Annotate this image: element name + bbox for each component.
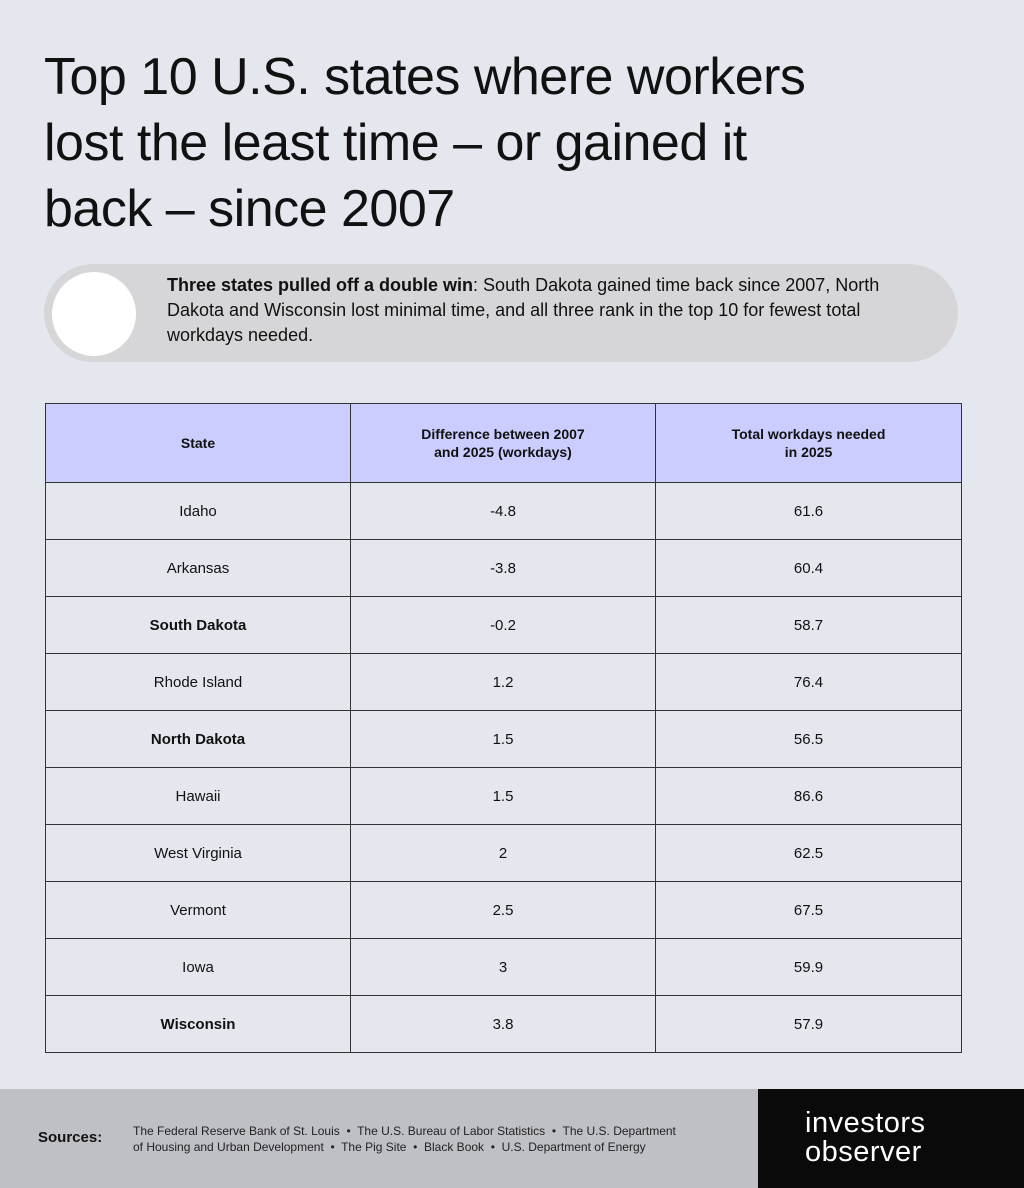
- sources-list: [133, 1123, 743, 1155]
- states-table: [45, 403, 962, 1053]
- table-row: [46, 996, 962, 1053]
- cell-state: South Dakota: [46, 597, 351, 654]
- cell-difference: 1.5: [351, 711, 656, 768]
- sources-label: Sources:: [38, 1129, 103, 1146]
- table-row: [46, 540, 962, 597]
- cell-total: 76.4: [656, 654, 962, 711]
- cell-total: 62.5: [656, 825, 962, 882]
- table-row: [46, 483, 962, 540]
- table-row: [46, 825, 962, 882]
- callout-text: [167, 273, 907, 348]
- cell-state: Arkansas: [46, 540, 351, 597]
- cell-state: Idaho: [46, 483, 351, 540]
- cell-state: West Virginia: [46, 825, 351, 882]
- logo-line-1: investors: [805, 1107, 926, 1139]
- logo-line-2: observer: [805, 1136, 922, 1168]
- cell-state: Hawaii: [46, 768, 351, 825]
- sources-footer: [0, 1089, 758, 1188]
- investors-observer-logo: [805, 1109, 926, 1167]
- title-line-3: back – since 2007: [44, 180, 455, 238]
- cell-total: 86.6: [656, 768, 962, 825]
- cell-difference: -3.8: [351, 540, 656, 597]
- table-row: [46, 597, 962, 654]
- cell-total: 59.9: [656, 939, 962, 996]
- cell-state: Rhode Island: [46, 654, 351, 711]
- callout-banner: [44, 264, 958, 362]
- title-line-1: Top 10 U.S. states where workers: [44, 48, 806, 106]
- table-row: [46, 882, 962, 939]
- header-total: [656, 404, 962, 483]
- table-row: [46, 711, 962, 768]
- cell-total: 61.6: [656, 483, 962, 540]
- callout-circle-icon: [52, 272, 136, 356]
- table-row: [46, 654, 962, 711]
- cell-total: 67.5: [656, 882, 962, 939]
- callout-bold-text: Three states pulled off a double win: [167, 275, 474, 295]
- cell-state: Vermont: [46, 882, 351, 939]
- cell-state: Iowa: [46, 939, 351, 996]
- cell-difference: 3: [351, 939, 656, 996]
- header-total-line1: Total workdays needed: [731, 426, 886, 442]
- cell-difference: 2.5: [351, 882, 656, 939]
- cell-total: 58.7: [656, 597, 962, 654]
- cell-total: 56.5: [656, 711, 962, 768]
- cell-difference: -4.8: [351, 483, 656, 540]
- table-header-row: [46, 404, 962, 483]
- cell-difference: -0.2: [351, 597, 656, 654]
- header-difference-line2: and 2025 (workdays): [434, 444, 572, 460]
- page-title: [44, 44, 944, 242]
- header-difference-line1: Difference between 2007: [421, 426, 585, 442]
- cell-difference: 1.5: [351, 768, 656, 825]
- cell-total: 57.9: [656, 996, 962, 1053]
- header-difference: [351, 404, 656, 483]
- cell-total: 60.4: [656, 540, 962, 597]
- header-state: State: [46, 404, 351, 483]
- sources-line-2: of Housing and Urban Development • The Pig Site • Black Book • U.S. Department of Energy: [133, 1140, 646, 1154]
- header-total-line2: in 2025: [784, 444, 833, 460]
- brand-footer: [758, 1089, 1024, 1188]
- title-line-2: lost the least time – or gained it: [44, 114, 747, 172]
- table-row: [46, 768, 962, 825]
- table-row: [46, 939, 962, 996]
- cell-state: North Dakota: [46, 711, 351, 768]
- callout-body-text: : South Dakota gained time back since 2007, North Dakota and Wisconsin lost minimal time, and all three rank in the top 10 for fewest total workdays needed.: [167, 275, 880, 345]
- sources-line-1: The Federal Reserve Bank of St. Louis • The U.S. Bureau of Labor Statistics • The U.S. Department: [133, 1124, 676, 1138]
- cell-state: Wisconsin: [46, 996, 351, 1053]
- cell-difference: 2: [351, 825, 656, 882]
- cell-difference: 1.2: [351, 654, 656, 711]
- cell-difference: 3.8: [351, 996, 656, 1053]
